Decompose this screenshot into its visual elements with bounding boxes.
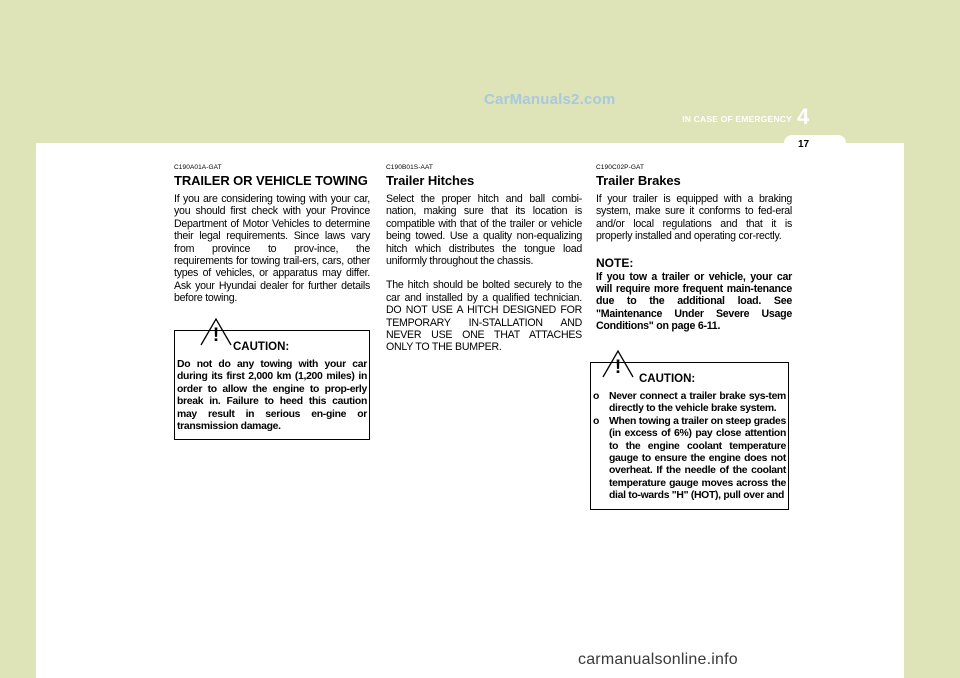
caution-item-text: Never connect a trailer brake sys-tem directly to the vehicle brake system. xyxy=(609,391,786,415)
section-heading: Trailer Brakes xyxy=(596,173,681,188)
header-band xyxy=(0,0,960,143)
caution-item-text: When towing a trailer on steep grades (in excess of 6%) pay close attention to the engine coolant temperature gauge to ensure the engine does not overheat. If the needle of the coolant temperature gauge moves across the dial to-wards "H" (HOT), pull over and xyxy=(609,415,786,502)
warning-glyph: ! xyxy=(614,357,622,378)
caution-list-item xyxy=(593,391,786,416)
section-body-paragraph-1: Select the proper hitch and ball combi-nation, making sure that its location is compatible with that of the trailer or vehicle being towed. Use a quality non-equalizing hitch which distributes the tongue load uniformly throughout the chassis. xyxy=(386,193,582,268)
column-trailer-towing xyxy=(174,164,370,305)
bullet-glyph: o xyxy=(593,415,600,427)
section-code: C190B01S-AAT xyxy=(386,164,433,171)
section-body: If your trailer is equipped with a braking system, make sure it conforms to fed-eral and/or local regulations and that it is properly installed and operating cor-rectly. xyxy=(596,193,792,243)
section-heading: TRAILER OR VEHICLE TOWING xyxy=(174,173,368,188)
caution-header xyxy=(177,325,367,359)
column-trailer-hitches xyxy=(386,164,582,354)
caution-title: CAUTION: xyxy=(639,373,696,385)
caution-box-towing xyxy=(174,325,370,440)
caution-body: Do not do any towing with your car during its first 2,000 km (1,200 miles) in order to allow the engine to prop-erly break in. Failure to heed this caution may result in serious en-gine or transmission damage. xyxy=(177,359,367,433)
bullet-glyph: o xyxy=(593,391,600,402)
section-code: C190C02P-GAT xyxy=(596,164,645,171)
caution-title: CAUTION: xyxy=(233,341,290,353)
chapter-number: 4 xyxy=(797,104,810,129)
note-body: If you tow a trailer or vehicle, your car will require more frequent main-tenance due to the additional load. See "Maintenance Under Severe Usage Conditions" on page 6-11. xyxy=(596,270,792,333)
caution-list-item xyxy=(593,416,786,503)
section-body: If you are considering towing with your car, you should first check with your Province Department of Motor Vehicles to determine their legal requirements. Since laws vary from province to prov-ince, the requirements for towing trail-ers, cars, other types of vehicles, or apparatus may differ. Ask your Hyundai dealer for further details before towing. xyxy=(174,193,370,305)
chapter-label: IN CASE OF EMERGENCY xyxy=(682,114,792,124)
section-body-paragraph-2: The hitch should be bolted securely to the car and installed by a qualified technician. DO NOT USE A HITCH DESIGNED FOR TEMPORARY IN-STALLATION AND NEVER USE ONE THAT ATTACHES ONLY TO THE BUMPER. xyxy=(386,279,582,354)
page-number: 17 xyxy=(798,139,810,150)
caution-list xyxy=(593,391,786,503)
watermark-link[interactable]: CarManuals2.com xyxy=(484,91,616,108)
right-margin-band xyxy=(904,143,960,678)
page-number-tab xyxy=(784,135,846,151)
section-heading: Trailer Hitches xyxy=(386,173,475,188)
caution-box-brakes xyxy=(590,357,789,510)
caution-header xyxy=(593,357,786,391)
warning-glyph: ! xyxy=(212,325,220,346)
note-title: NOTE: xyxy=(596,255,634,270)
warning-triangle-icon xyxy=(199,317,233,347)
warning-triangle-icon xyxy=(601,349,635,379)
column-trailer-brakes xyxy=(596,164,792,333)
left-margin-band xyxy=(0,143,36,678)
footer-watermark-link[interactable]: carmanualsonline.info xyxy=(578,651,738,668)
section-code: C190A01A-GAT xyxy=(174,164,222,171)
